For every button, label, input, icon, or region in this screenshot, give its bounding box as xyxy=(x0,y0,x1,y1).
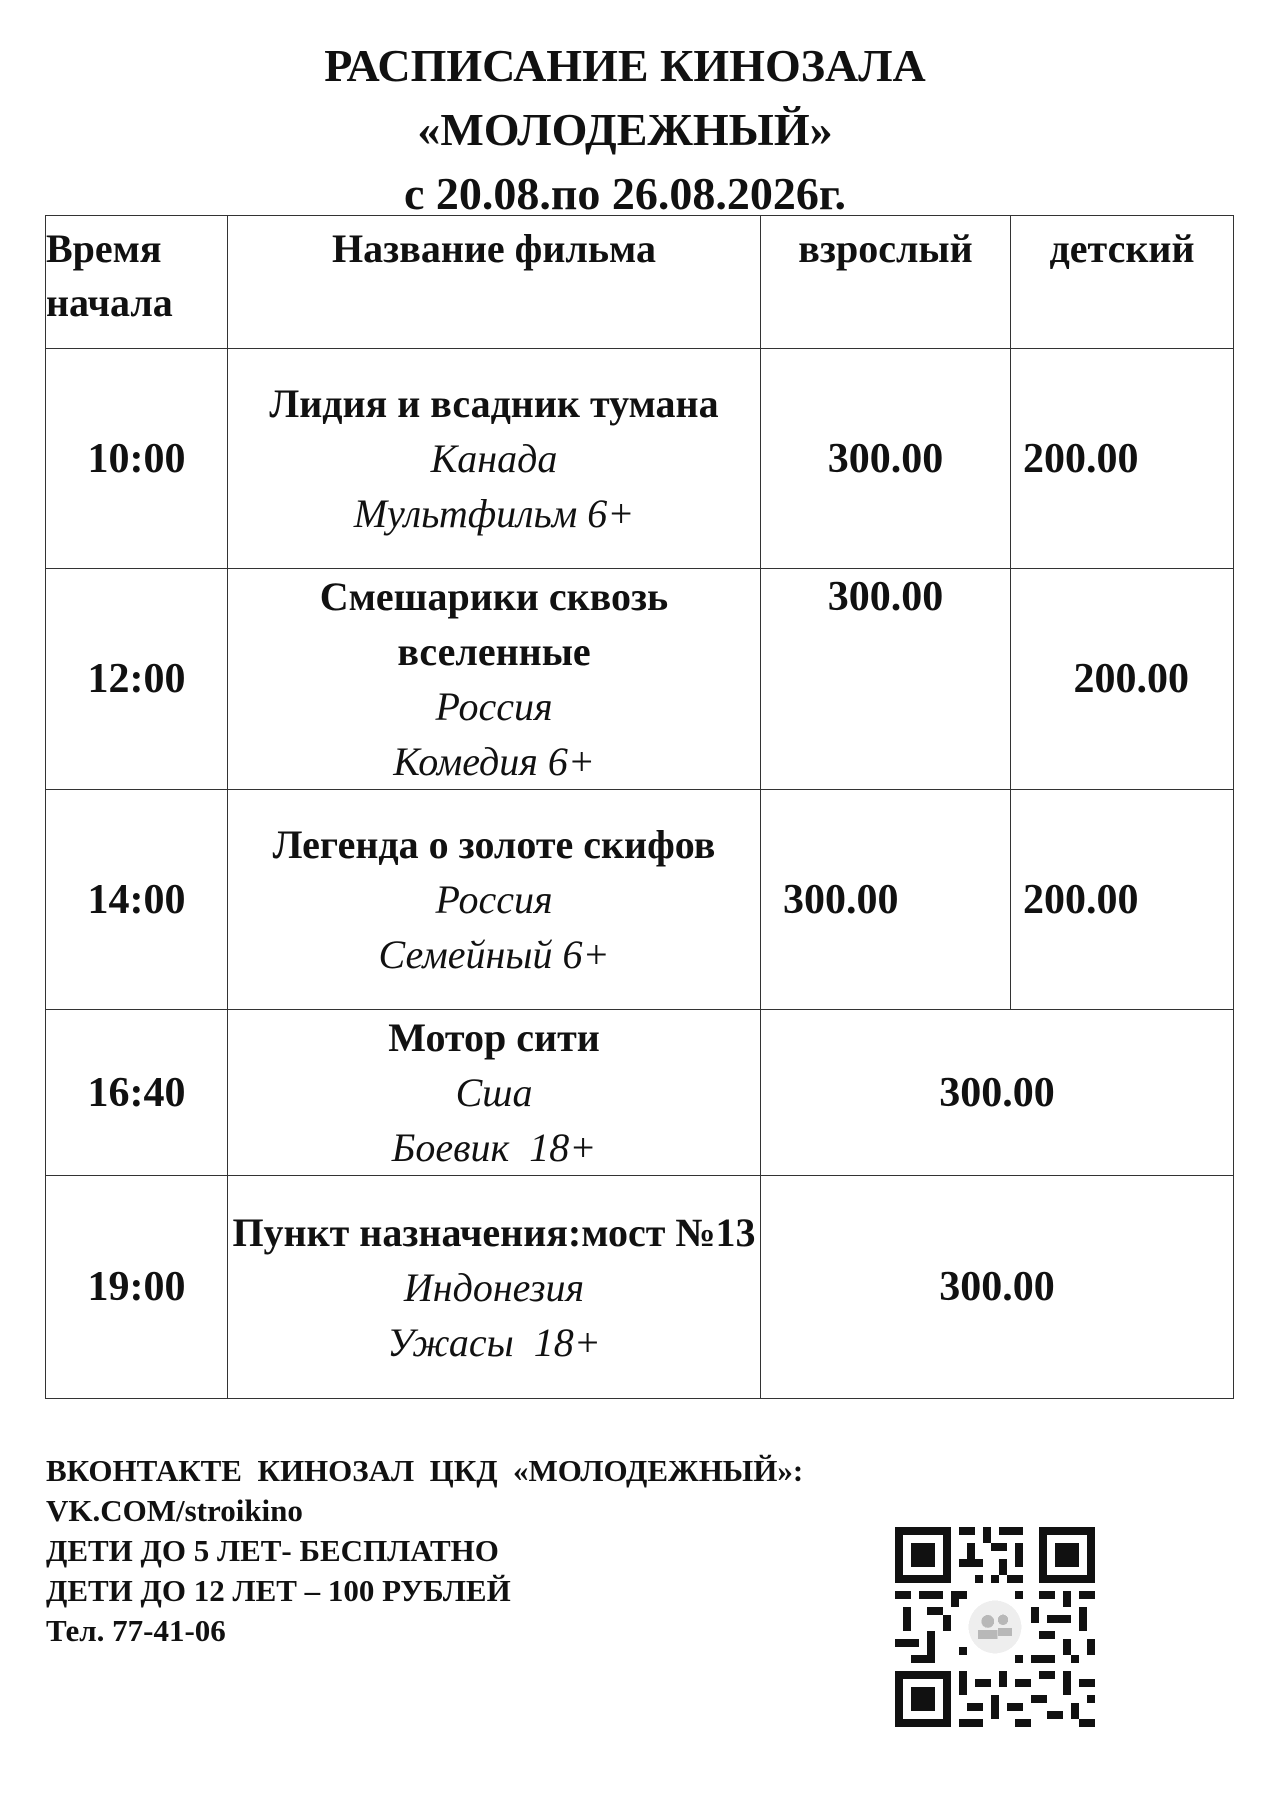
film-title: Лидия и всадник тумана xyxy=(269,381,719,426)
child-price-note: ДЕТИ ДО 12 ЛЕТ – 100 РУБЛЕЙ xyxy=(46,1573,511,1608)
film-country: Индонезия xyxy=(403,1264,585,1310)
footer-info xyxy=(46,1451,803,1651)
page-title xyxy=(0,34,1250,226)
film-country: Россия xyxy=(435,684,553,729)
film-cell xyxy=(228,1010,761,1176)
film-country: Россия xyxy=(435,877,553,922)
ticket-price: 300.00 xyxy=(761,1010,1234,1176)
film-genre: Ужасы 18+ xyxy=(387,1319,601,1365)
free-admission-note: ДЕТИ ДО 5 ЛЕТ- БЕСПЛАТНО xyxy=(46,1533,499,1568)
adult-price: 300.00 xyxy=(761,349,1011,569)
showtime: 12:00 xyxy=(46,569,228,790)
showtime: 19:00 xyxy=(46,1176,228,1399)
title-line-1: РАСПИСАНИЕ КИНОЗАЛА xyxy=(324,40,926,91)
child-price: 200.00 xyxy=(1011,790,1234,1010)
film-genre: Боевик 18+ xyxy=(391,1125,597,1170)
phone-number: Тел. 77-41-06 xyxy=(46,1613,226,1648)
vk-community-label: ВКОНТАКТЕ КИНОЗАЛ ЦКД «МОЛОДЕЖНЫЙ»: xyxy=(46,1453,804,1488)
header-child: детский xyxy=(1011,216,1234,349)
film-country: Канада xyxy=(430,436,558,481)
adult-price: 300.00 xyxy=(761,569,1011,790)
film-title: Легенда о золоте скифов xyxy=(272,822,716,867)
film-country: Сша xyxy=(455,1070,533,1115)
qr-code[interactable] xyxy=(895,1527,1095,1727)
table-row xyxy=(46,569,1234,790)
film-title: Пункт назначения:мост №13 xyxy=(232,1209,756,1255)
header-film: Название фильма xyxy=(228,216,761,349)
showtime: 16:40 xyxy=(46,1010,228,1176)
table-row xyxy=(46,349,1234,569)
showtime: 14:00 xyxy=(46,790,228,1010)
ticket-price: 300.00 xyxy=(761,1176,1234,1399)
film-cell xyxy=(228,349,761,569)
vk-link[interactable]: VK.COM/stroikino xyxy=(46,1493,303,1528)
table-header-row xyxy=(46,216,1234,349)
film-title: Мотор сити xyxy=(388,1015,600,1060)
table-row xyxy=(46,1176,1234,1399)
film-genre: Мультфильм 6+ xyxy=(353,491,635,536)
film-genre: Комедия 6+ xyxy=(393,739,595,784)
film-title: Смешарики сквозь вселенные xyxy=(319,574,669,674)
film-genre: Семейный 6+ xyxy=(378,932,610,977)
child-price: 200.00 xyxy=(1011,349,1234,569)
header-time: Время начала xyxy=(46,216,228,349)
showtime: 10:00 xyxy=(46,349,228,569)
table-row xyxy=(46,1010,1234,1176)
film-cell xyxy=(228,569,761,790)
schedule-table xyxy=(45,215,1234,1399)
header-adult: взрослый xyxy=(761,216,1011,349)
film-cell xyxy=(228,790,761,1010)
film-cell xyxy=(228,1176,761,1399)
child-price: 200.00 xyxy=(1011,569,1234,790)
table-row xyxy=(46,790,1234,1010)
title-line-3: с 20.08.по 26.08.2026г. xyxy=(403,168,847,219)
vk-community-icon xyxy=(969,1601,1022,1654)
adult-price: 300.00 xyxy=(761,790,1011,1010)
title-line-2: «МОЛОДЕЖНЫЙ» xyxy=(417,104,833,155)
